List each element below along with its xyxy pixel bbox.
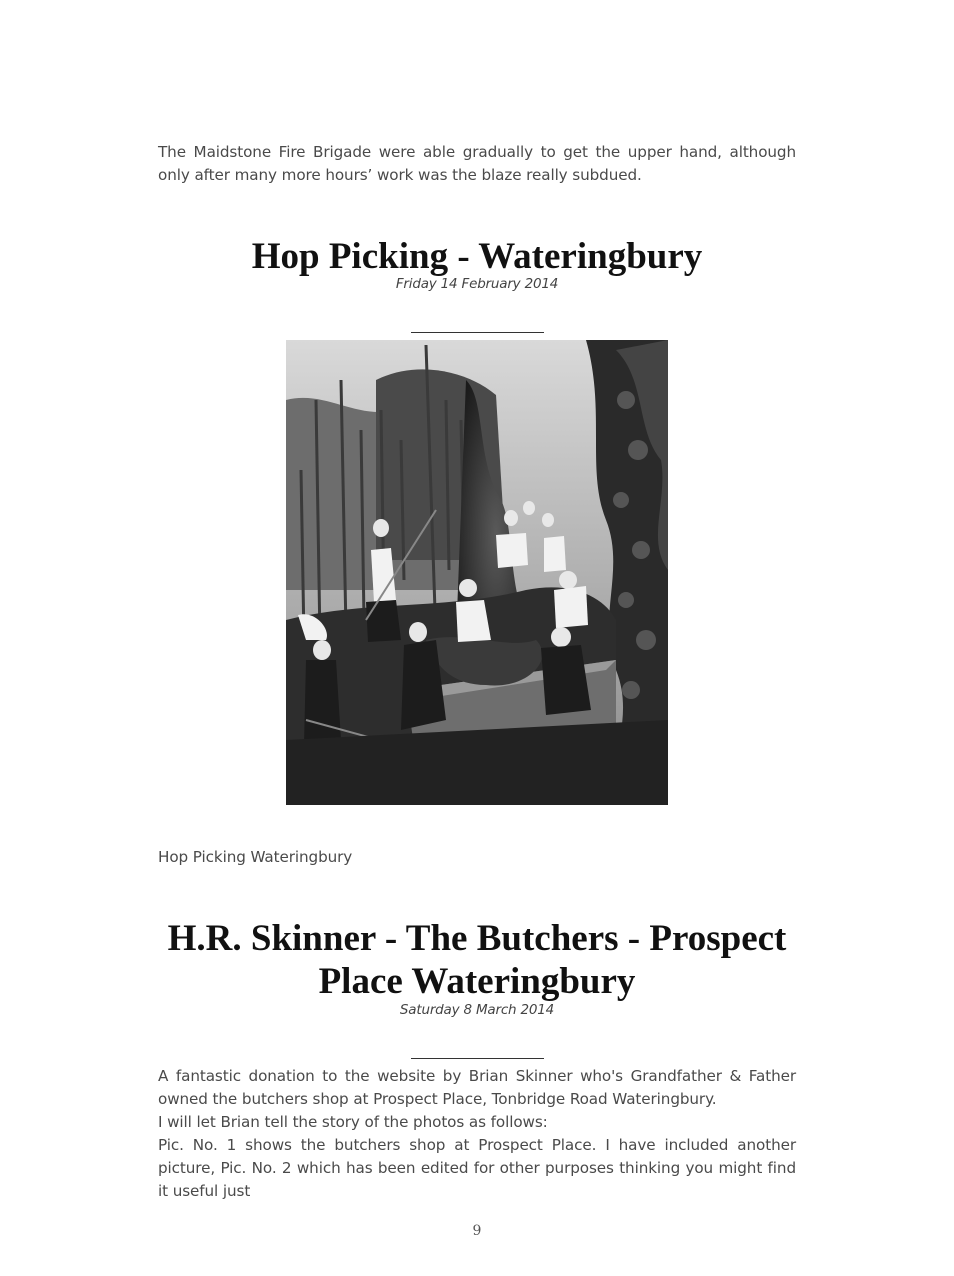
post-title-skinner: H.R. Skinner - The Butchers - Prospect Place Wateringbury	[167, 918, 787, 1002]
hop-picking-photo	[286, 340, 668, 805]
skinner-line-1: A fantastic donation to the website by Brian Skinner who's Grandfather & Father owned the butchers shop at Prospect Place, Tonbridge Road Wateringbury.	[158, 1067, 796, 1108]
post-date-skinner: Saturday 8 March 2014	[399, 1002, 555, 1018]
photo-caption: Hop Picking Wateringbury	[158, 848, 353, 866]
skinner-line-2: I will let Brian tell the story of the photos as follows:	[158, 1113, 548, 1131]
skinner-paragraph	[158, 1065, 796, 1203]
intro-paragraph	[158, 141, 796, 187]
post-title-hop-picking: Hop Picking - Wateringbury	[251, 236, 703, 277]
post-date-hop-picking: Friday 14 February 2014	[395, 276, 559, 292]
skinner-line-3: Pic. No. 1 shows the butchers shop at Prospect Place. I have included another picture, Pic. No. 2 which has been edited for other purposes thinking you might find it useful just	[158, 1136, 796, 1200]
intro-text: The Maidstone Fire Brigade were able gradually to get the upper hand, although only after many more hours’ work was the blaze really subdued.	[158, 143, 796, 184]
page-number: 9	[472, 1223, 482, 1239]
title-divider	[411, 332, 544, 333]
title-divider	[411, 1058, 544, 1059]
